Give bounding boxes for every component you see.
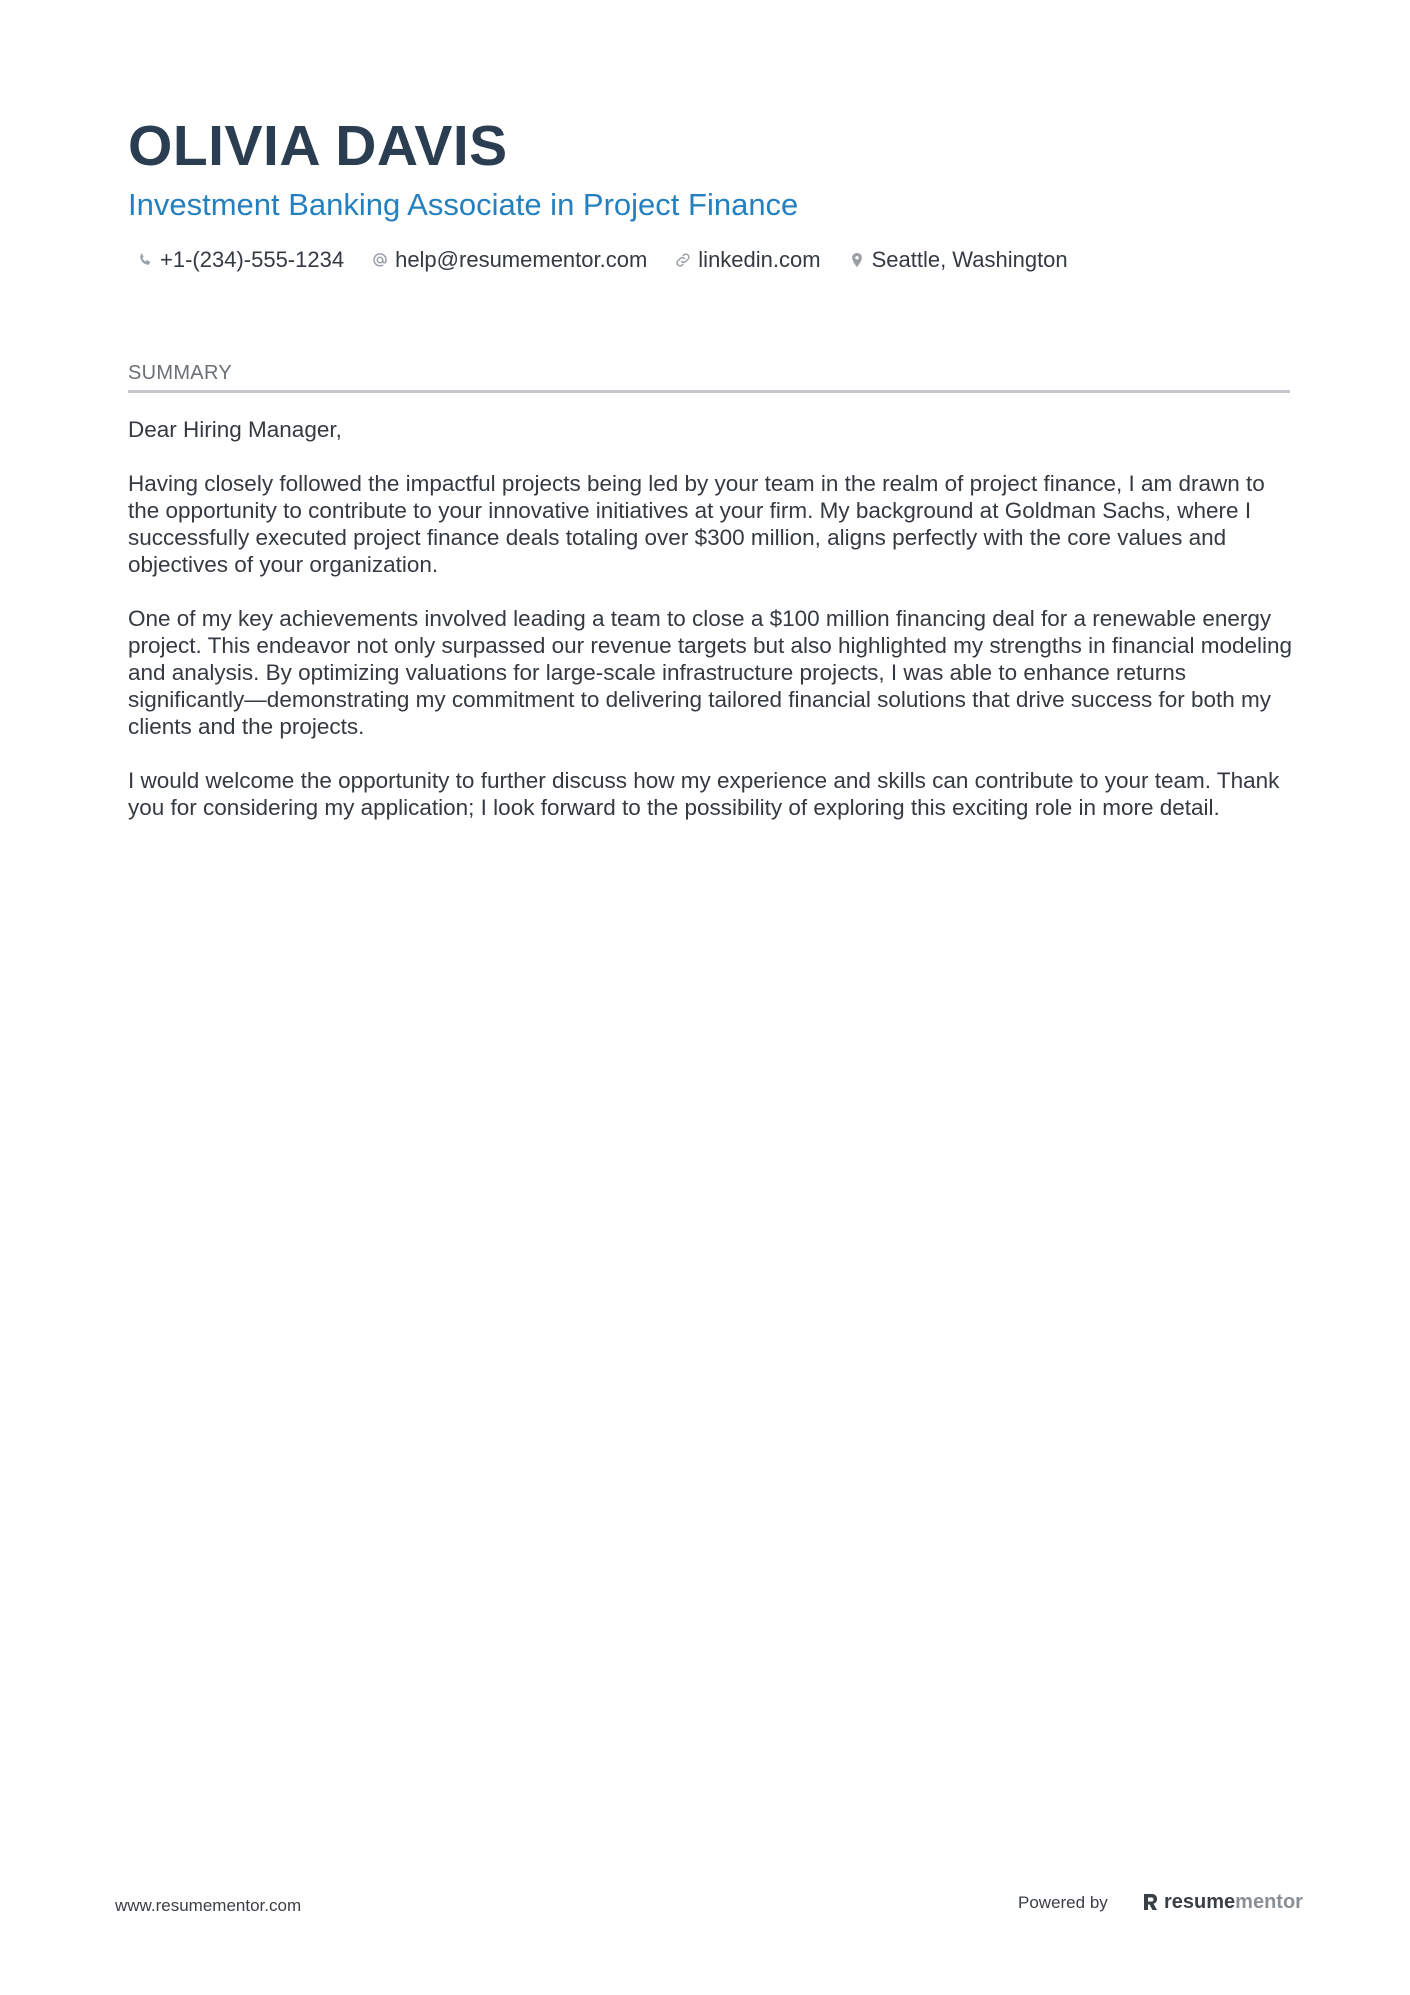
contact-phone-text: +1-(234)-555-1234 [160,247,345,272]
letter-paragraph: I would welcome the opportunity to further discuss how my experience and skills can contribute to your team. Thank you for considering my application; I look forward to the possibility of exploring this exciting role in more detail. [128,768,1280,820]
footer-website-link[interactable]: www.resumementor.com [115,1896,302,1915]
contact-linkedin[interactable] [674,245,820,275]
contact-phone [136,245,344,275]
summary-section-title: SUMMARY [128,362,232,384]
letter-paragraph: One of my key achievements involved leading a team to close a $100 million financing deal for a renewable energy project. This endeavor not only surpassed our revenue targets but also highlighted my strengths in financial modeling and analysis. By optimizing valuations for large-scale infrastructure projects, I was able to enhance returns significantly—demonstrating my commitment to delivering tailored financial solutions that drive success for both my clients and the projects. [128,606,1293,739]
contact-location [848,245,1068,275]
brand-logo-icon [1142,1892,1160,1912]
contact-location-text: Seattle, Washington [871,247,1068,272]
candidate-name: OLIVIA DAVIS [128,114,508,178]
brand-name-part1: resume [1164,1891,1236,1913]
brand-name-part2: mentor [1235,1891,1303,1913]
powered-by-label: Powered by [1018,1893,1108,1912]
link-icon [674,251,692,269]
contact-linkedin-text[interactable]: linkedin.com [698,247,821,272]
brand-logo[interactable] [1142,1889,1303,1915]
contact-bar [136,245,1095,275]
at-icon [371,251,389,269]
phone-icon [136,251,154,269]
location-pin-icon [848,251,866,269]
letter-body [128,416,1298,848]
letter-paragraph: Having closely followed the impactful projects being led by your team in the realm of project finance, I am drawn to the opportunity to contribute to your innovative initiatives at your firm. My background at Goldman Sachs, where I successfully executed project finance deals totaling over $300 million, aligns perfectly with the core values and objectives of your organization. [128,471,1265,577]
candidate-role: Investment Banking Associate in Project Finance [128,187,799,222]
contact-email[interactable] [371,245,647,275]
letter-salutation: Dear Hiring Manager, [128,417,342,442]
summary-section-header [128,360,1290,393]
contact-email-text[interactable]: help@resumementor.com [395,247,648,272]
